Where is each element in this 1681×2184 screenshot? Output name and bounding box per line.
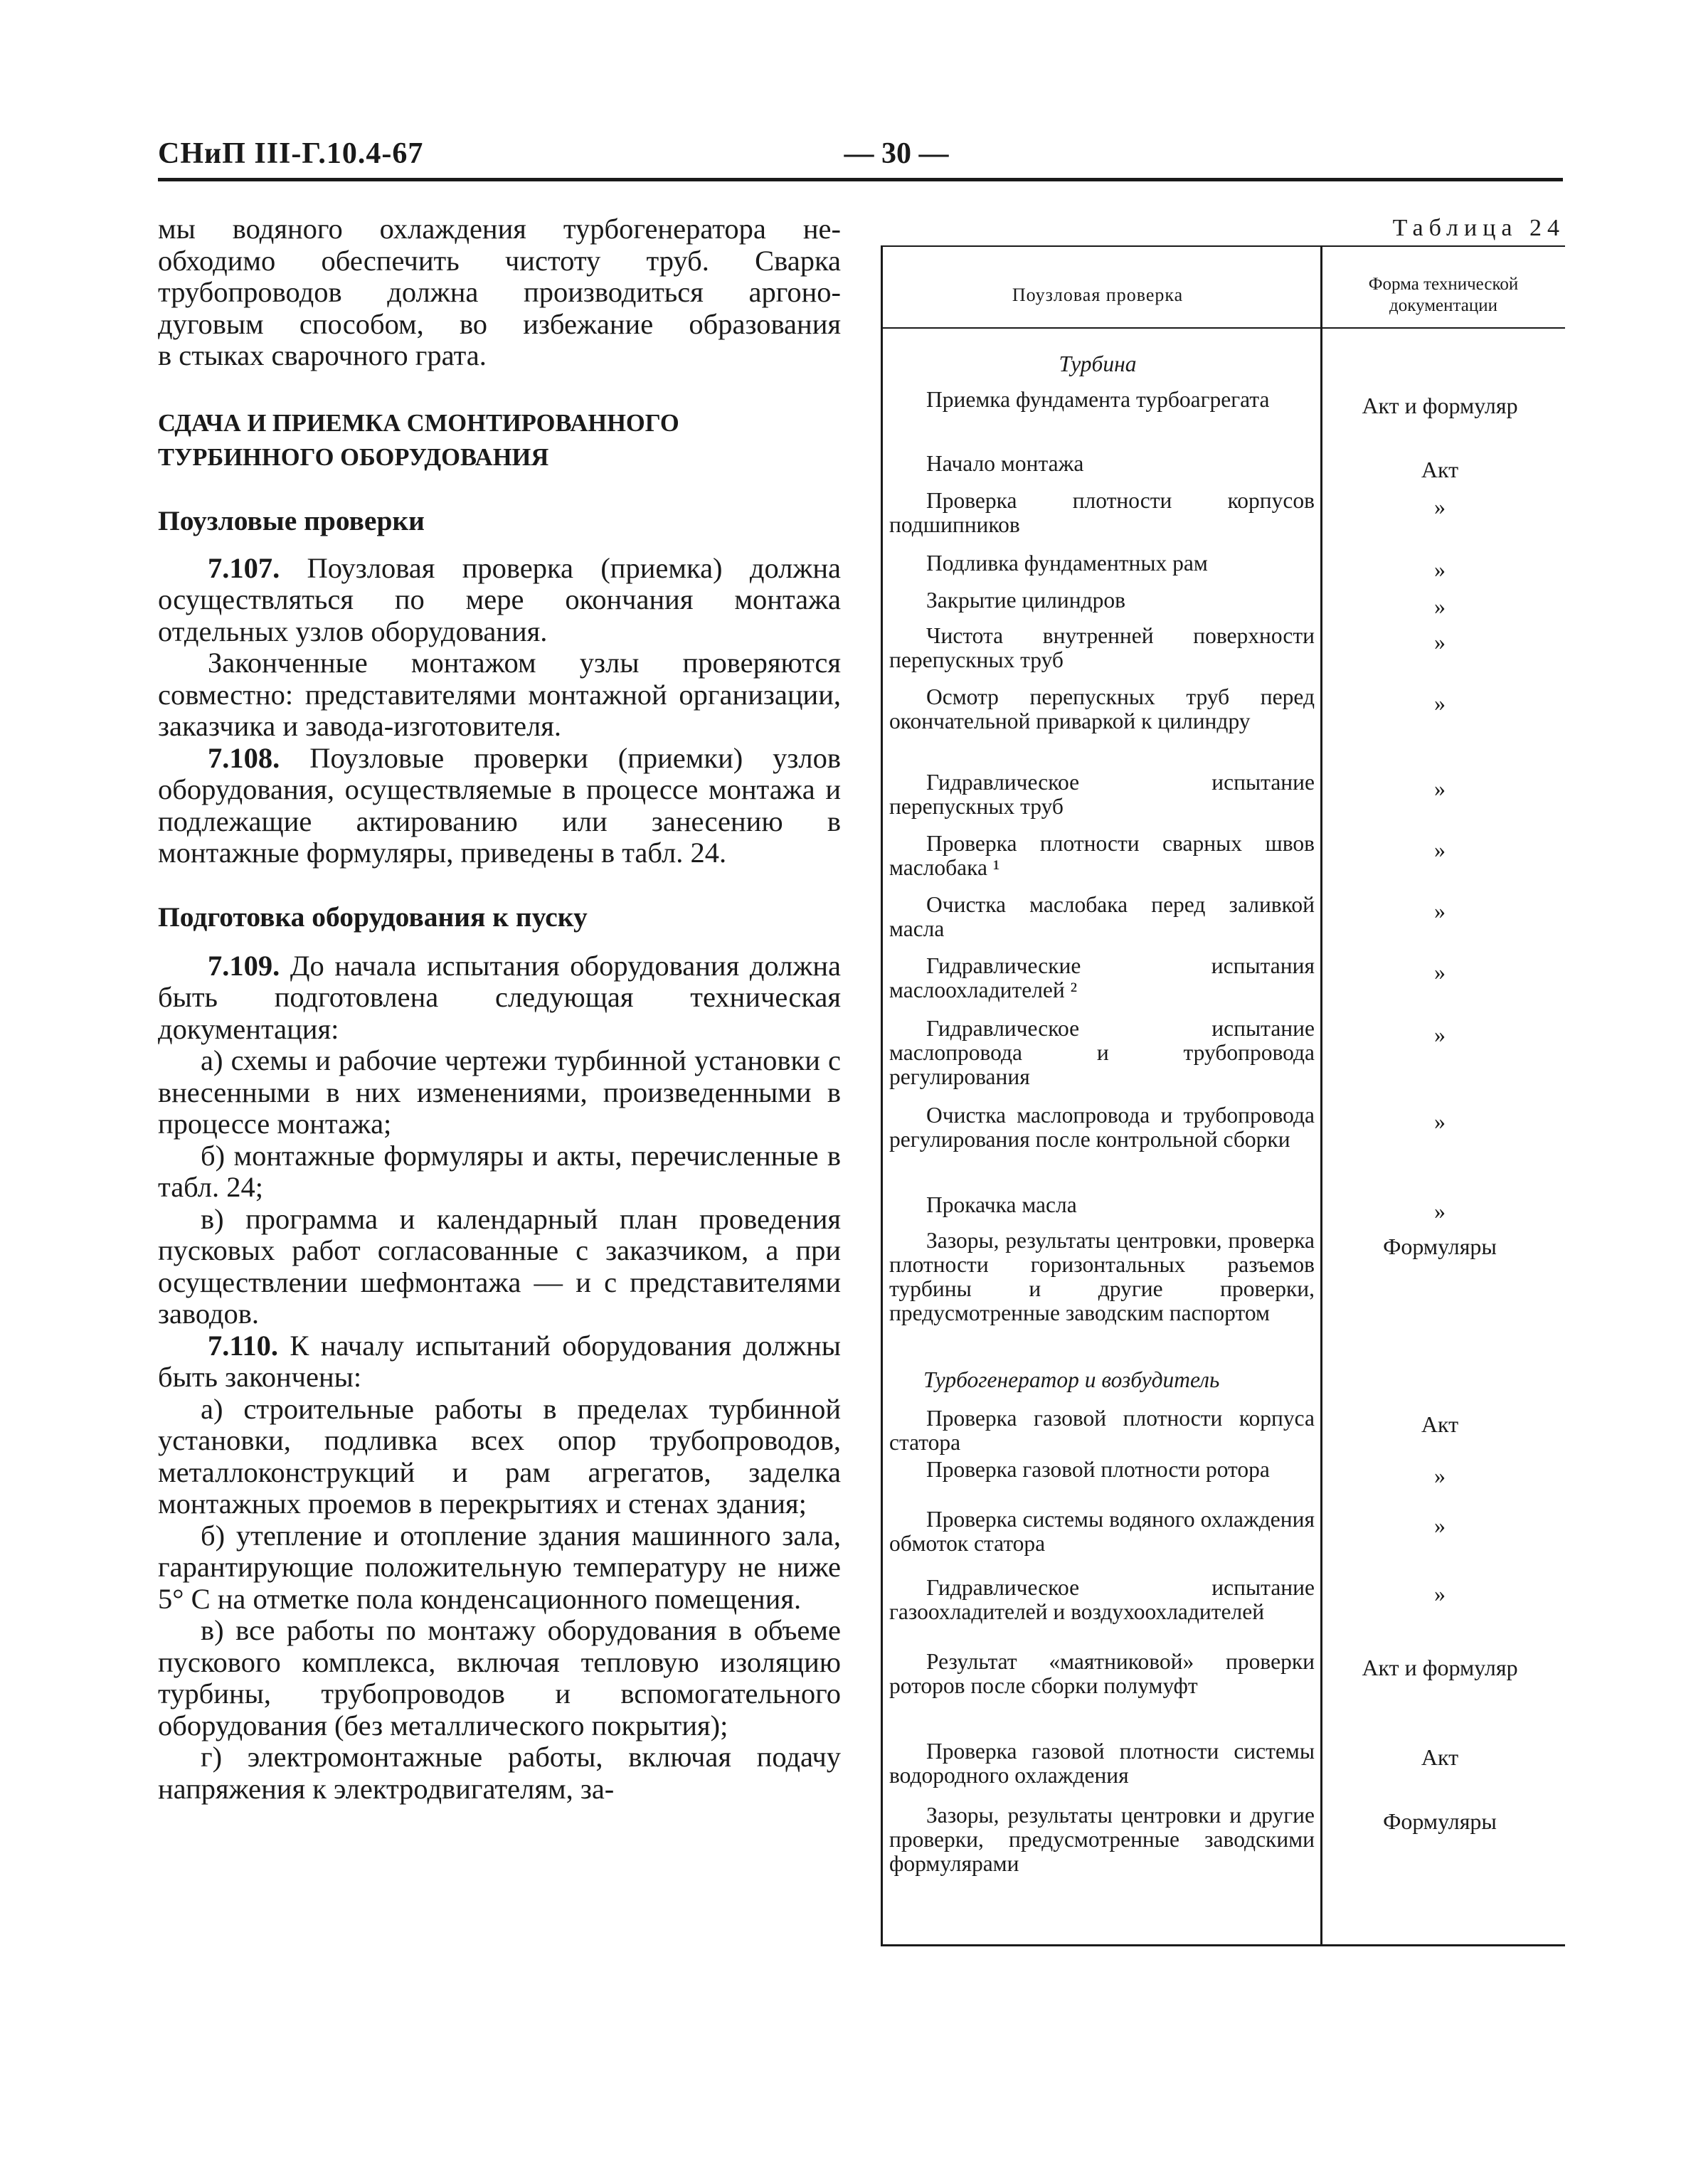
table-row: Гидравлическое испытание газоохладителей и воздухоохладителей » <box>881 1576 1565 1650</box>
column-header-check: Поузловая проверка <box>1012 285 1184 305</box>
table-header-rule <box>881 327 1565 329</box>
intro-line: обходимо обеспечить чистоту труб. Сварка <box>158 244 841 277</box>
table-row: Проверка плотности сварных швов маслобака ¹ » <box>881 832 1565 893</box>
form-cell: » <box>1434 898 1446 923</box>
list-item: а) строительные работы в пределах турбинной установки, подливка всех опор трубопроводов, металлоконструкций и рам агрегатов, заделка монтажных проемов в перекрытиях и стенах здания; <box>158 1392 841 1520</box>
table-row: Гидравлические испытания маслоохладителей ² » <box>881 954 1565 1017</box>
column-header-form: Форма технической документации <box>1368 275 1519 315</box>
intro-line: мы водяного охлаждения турбогенератора не- <box>158 213 841 245</box>
table-bottom-rule <box>881 1944 1565 1946</box>
table-row: Начало монтажа Акт <box>881 452 1565 489</box>
form-cell: » <box>1434 593 1446 619</box>
intro-line: дуговым способом, во избежание образования <box>158 307 841 340</box>
table-row: Подливка фундаментных рам » <box>881 551 1565 588</box>
table-row: Проверка газовой плотности корпуса статора Акт <box>881 1406 1565 1458</box>
table-row: Очистка маслопровода и трубопровода регулирования после контрольной сборки » <box>881 1103 1565 1193</box>
paragraph-7-107 <box>158 553 841 648</box>
list-item: в) программа и календарный план проведения пусковых работ согласованные с заказчиком, а при осуществлении шефмонтажа — и с представителями заводов. <box>158 1202 841 1330</box>
table-row: Проверка системы водяного охлаждения обмоток статора » <box>881 1507 1565 1576</box>
table-group-label: Турбина <box>1059 351 1137 376</box>
form-cell: Формуляры <box>1383 1234 1497 1259</box>
form-cell: » <box>1434 1022 1446 1047</box>
table-body <box>881 352 1565 1889</box>
table-row: Гидравлическое испытание маслопровода и трубопровода регулирования » <box>881 1017 1565 1103</box>
section-title: ТУРБИННОГО ОБОРУДОВАНИЯ <box>158 443 549 471</box>
section-title: СДАЧА И ПРИЕМКА СМОНТИРОВАННОГО <box>158 409 679 437</box>
list-item: г) электромонтажные работы, включая подачу напряжения к электродвигателям, за- <box>158 1741 841 1805</box>
left-column <box>158 213 841 1805</box>
table-row: Проверка газовой плотности системы водородного охлаждения Акт <box>881 1739 1565 1803</box>
paragraph-text: К началу испытаний оборудования должны быть закончены: <box>158 1329 842 1393</box>
paragraph-text: Поузловые проверки (приемки) узлов оборудования, осуществляемые в процессе монтажа и подлежащие актированию или занесению в монтажные формуляры, приведены в табл. 24. <box>158 741 842 869</box>
paragraph-7-108 <box>158 743 841 869</box>
page-header <box>158 137 1563 179</box>
form-cell: » <box>1434 959 1446 985</box>
form-cell: » <box>1434 1581 1446 1606</box>
form-cell: » <box>1434 556 1446 582</box>
table-row: Закрытие цилиндров » <box>881 588 1565 624</box>
table-24 <box>881 245 1565 1946</box>
form-cell: Акт и формуляр <box>1362 1655 1518 1680</box>
page-number: — 30 — <box>844 137 949 170</box>
table-row: Осмотр перепускных труб перед окончательной приваркой к цилиндру » <box>881 685 1565 770</box>
list-item: б) утепление и отопление здания машинного зала, гарантирующие положительную температуру не ниже 5° С на отметке пола конденсационного помещения. <box>158 1519 841 1615</box>
table-top-rule <box>881 245 1565 247</box>
list-item: а) схемы и рабочие чертежи турбинной установки с внесенными в них изменениями, произведенными в процессе монтажа; <box>158 1044 841 1140</box>
form-cell: » <box>1434 1463 1446 1488</box>
table-row: Приемка фундамента турбоагрегата Акт и формуляр <box>881 388 1565 452</box>
paragraph-number: 7.107. <box>208 551 280 584</box>
form-cell: » <box>1434 690 1446 716</box>
form-cell: Акт и формуляр <box>1362 393 1518 418</box>
table-row: Зазоры, результаты центровки и другие проверки, предусмотренные заводскими формулярами Формуляры <box>881 1803 1565 1889</box>
intro-line: в стыках сварочного грата. <box>158 339 487 371</box>
form-cell: » <box>1434 1512 1446 1538</box>
table-row: Прокачка масла » <box>881 1193 1565 1229</box>
paragraph-text: До начала испытания оборудования должна быть подготовлена следующая техническая документация: <box>158 949 841 1045</box>
form-cell: Акт <box>1421 457 1459 482</box>
intro-line: трубопроводов должна производиться аргоно- <box>158 276 841 308</box>
document-code: СНиП III-Г.10.4-67 <box>158 137 424 170</box>
paragraph-number: 7.108. <box>208 741 280 774</box>
table-caption: Таблица 24 <box>1392 215 1565 241</box>
paragraph-number: 7.110. <box>208 1329 279 1362</box>
form-cell: Акт <box>1421 1411 1459 1437</box>
form-cell: » <box>1434 629 1446 654</box>
table-row: Очистка маслобака перед заливкой масла » <box>881 893 1565 954</box>
form-cell: » <box>1434 494 1446 519</box>
list-item: б) монтажные формуляры и акты, перечисленные в табл. 24; <box>158 1139 841 1203</box>
table-row: Зазоры, результаты центровки, проверка плотности горизонтальных разъемов турбины и другие проверки, предусмотренные заводским паспортом Формуляры <box>881 1229 1565 1368</box>
table-row: Проверка газовой плотности ротора » <box>881 1458 1565 1507</box>
paragraph-7-109 <box>158 950 841 1046</box>
paragraph-7-110 <box>158 1330 841 1394</box>
paragraph-text: Поузловая проверка (приемка) должна осуществляться по мере окончания монтажа отдельных узлов оборудования. <box>158 551 841 647</box>
paragraph-number: 7.109. <box>208 949 280 982</box>
list-item: в) все работы по монтажу оборудования в объеме пускового комплекса, включая тепловую изоляцию турбины, трубопроводов и вспомогательного оборудования (без металлического покрытия); <box>158 1614 841 1742</box>
table-row: Гидравлическое испытание перепускных труб » <box>881 770 1565 832</box>
table-row: Проверка плотности корпусов подшипников » <box>881 489 1565 551</box>
subsection-title: Подготовка оборудования к пуску <box>158 901 588 933</box>
table-group-label: Турбогенератор и возбудитель <box>923 1367 1220 1392</box>
form-cell: » <box>1434 1198 1446 1224</box>
form-cell: Формуляры <box>1383 1808 1497 1834</box>
table-row: Чистота внутренней поверхности перепускных труб » <box>881 624 1565 685</box>
form-cell: Акт <box>1421 1744 1459 1770</box>
table-row: Результат «маятниковой» проверки роторов после сборки полумуфт Акт и формуляр <box>881 1650 1565 1739</box>
form-cell: » <box>1434 775 1446 801</box>
paragraph-7-107-cont: Законченные монтажом узлы проверяются совместно: представителями монтажной организации, заказчика и завода-изготовителя. <box>158 647 841 742</box>
form-cell: » <box>1434 1108 1446 1134</box>
header-rule <box>158 178 1563 181</box>
form-cell: » <box>1434 837 1446 862</box>
subsection-title: Поузловые проверки <box>158 504 425 536</box>
